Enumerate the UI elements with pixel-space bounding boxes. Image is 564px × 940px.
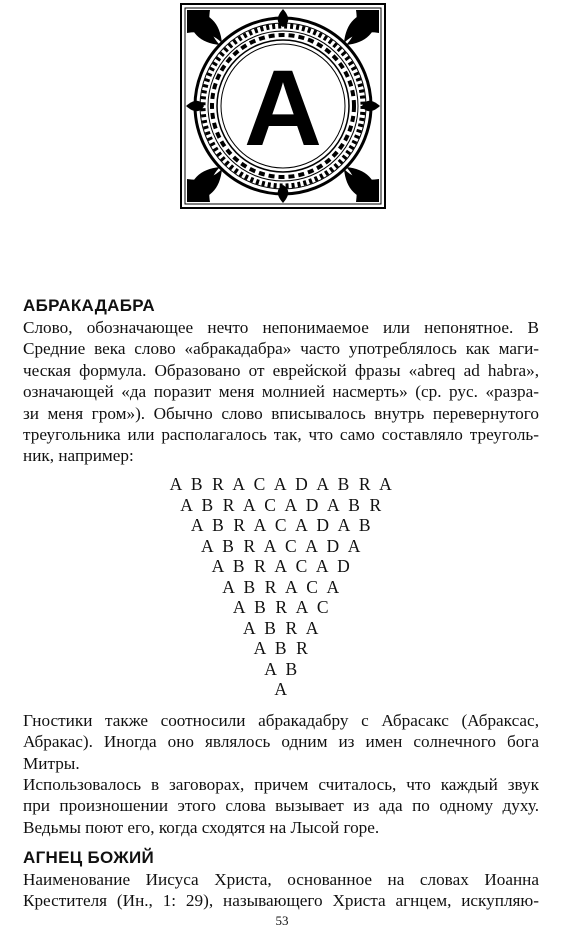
triangle-line: A B R A C (232, 597, 332, 617)
abracadabra-paragraph-3 (23, 774, 539, 838)
triangle-line: A B R A C A D A B (190, 515, 374, 535)
triangle-line: A B R A C A D A (200, 535, 364, 556)
text-line: треугольника или располагалось так, что само составляло треуголь- (23, 425, 539, 445)
initial-letter: A (244, 47, 322, 168)
entry-title-abracadabra: АБРАКАДАБРА (23, 296, 155, 315)
text-line: Средние века слово «абракадабра» часто употреблялось как маги- (23, 339, 539, 359)
triangle-line: A B R A C A (222, 576, 342, 597)
triangle-line: A B R A C A D A B R (180, 494, 384, 515)
abracadabra-triangle (0, 474, 564, 700)
text-line: Крестителя (Ин., 1: 29), называющего Христа агнцем, искупляю- (23, 891, 539, 911)
text-line: Абракас). Иногда оно являлось одним из имен солнечного бога (23, 732, 539, 752)
text-line: Слово, обозначающее нечто непонимаемое или непонятное. В (23, 318, 539, 337)
triangle-line: A B R A C A D (211, 556, 353, 576)
triangle-line: A B R A C A D A B R A (169, 474, 395, 494)
text-line: ческая формула. Образовано от еврейской фразы «abreq ad habra», (23, 360, 539, 380)
ornamental-initial (180, 3, 386, 209)
page-number: 53 (275, 913, 289, 928)
text-line: означающей «да поразит меня молнией насмерть» (ср. рус. «разра- (23, 382, 539, 402)
text-line: ник, например: (23, 446, 134, 466)
text-line: Использовалось в заговорах, причем считалось, что каждый звук (23, 775, 539, 794)
entry-title-agnec: АГНЕЦ БОЖИЙ (23, 848, 154, 867)
text-line: Ведьмы поют его, когда сходятся на Лысой горе. (23, 817, 380, 837)
triangle-line: A (274, 679, 290, 699)
text-line: зи меня гром»). Обычно слово вписывалось внутрь перевернутого (23, 403, 539, 423)
text-line: Гностики также соотносили абракадабру с Абрасакс (Абраксас, (23, 711, 539, 730)
triangle-line: A B R (253, 638, 311, 658)
abracadabra-paragraph-1 (23, 317, 539, 467)
triangle-line: A B R A (242, 617, 321, 638)
abracadabra-paragraph-2 (23, 710, 539, 774)
text-line: при произношении этого слова вызывает из ада по одному духу. (23, 796, 539, 816)
agnec-paragraph-1 (23, 869, 539, 912)
text-line: Наименование Иисуса Христа, основанное на словах Иоанна (23, 870, 539, 889)
triangle-line: A B (264, 658, 300, 679)
text-line: Митры. (23, 753, 80, 773)
